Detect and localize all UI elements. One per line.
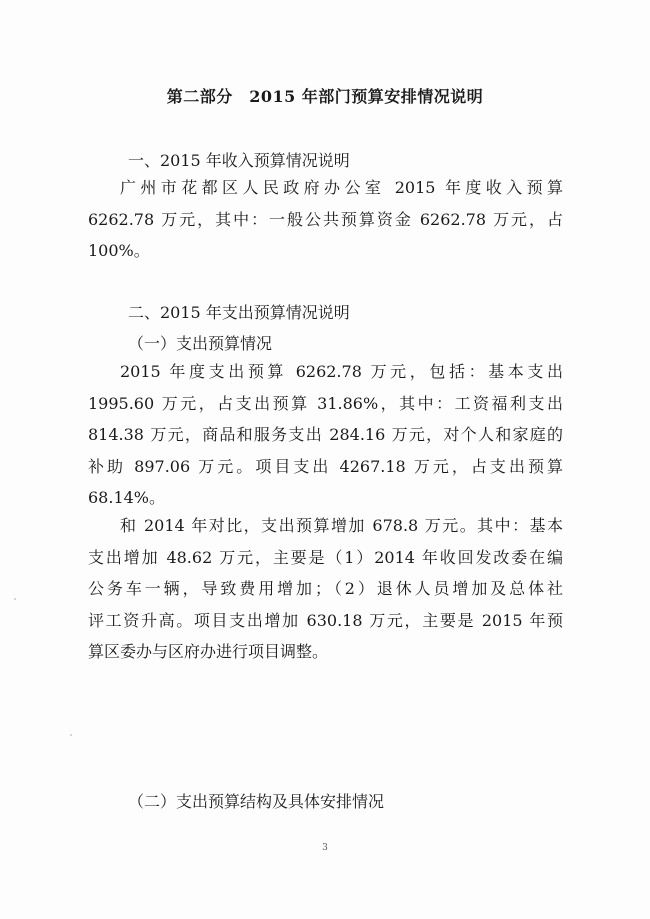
paragraph-line: 补助 897.06 万元。项目支出 4267.18 万元，占支出预算 <box>88 456 563 476</box>
paragraph-line: 公务车一辆，导致费用增加；（2）退休人员增加及总体社 <box>88 579 563 598</box>
paragraph-line: 1995.60 万元，占支出预算 31.86%，其中：工资福利支出 <box>88 393 563 413</box>
paragraph-line: 广州市花都区人民政府办公室 2015 年度收入预算 <box>120 178 563 197</box>
paragraph-line: 和 2014 年对比，支出预算增加 678.8 万元。其中：基本 <box>120 516 563 535</box>
paragraph-line: 6262.78 万元，其中：一般公共预算资金 6262.78 万元，占 <box>88 209 563 229</box>
paragraph-line: 68.14%。 <box>88 488 166 507</box>
section2-sub2-heading: （二）支出预算结构及具体安排情况 <box>128 792 385 811</box>
page-number: 3 <box>322 843 328 853</box>
paragraph-line: 2015 年度支出预算 6262.78 万元，包括：基本支出 <box>120 362 563 381</box>
paragraph-line: 100%。 <box>88 241 150 260</box>
section1-paragraph <box>88 172 563 267</box>
section2-sub1-heading: （一）支出预算情况 <box>128 334 273 353</box>
paragraph-line: 评工资升高。项目支出增加 630.18 万元，主要是 2015 年预 <box>88 610 563 630</box>
section2-heading: 二、2015 年支出预算情况说明 <box>128 303 350 322</box>
paragraph-line: 814.38 万元，商品和服务支出 284.16 万元，对个人和家庭的 <box>88 425 563 444</box>
section1-heading: 一、2015 年收入预算情况说明 <box>128 151 350 170</box>
section2-sub1-paragraph2 <box>88 510 563 668</box>
scan-speck <box>14 598 16 600</box>
paragraph-line: 支出增加 48.62 万元，主要是（1）2014 年收回发改委在编 <box>88 547 563 567</box>
paragraph-line: 算区委办与区府办进行项目调整。 <box>88 642 329 661</box>
scan-speck <box>70 734 72 736</box>
page-title: 第二部分 2015 年部门预算安排情况说明 <box>166 87 484 106</box>
section2-sub1-paragraph1 <box>88 356 563 514</box>
